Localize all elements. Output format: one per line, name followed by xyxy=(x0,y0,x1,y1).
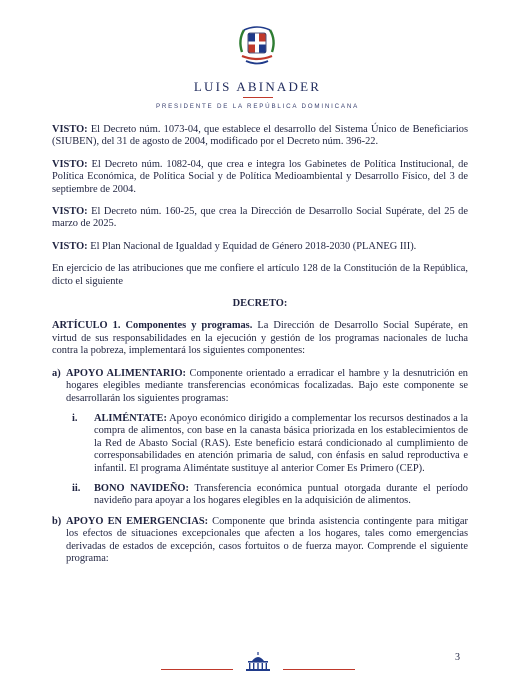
component-item: a) APOYO ALIMENTARIO: Componente orientado a erradicar el hambre y la desnutrición en hogares elegibles mediante transferencias económicas focalizadas. Bajo este componente se desarrollarán los siguientes programas: xyxy=(52,367,469,404)
page-number: 3 xyxy=(455,652,460,663)
visto-paragraph: VISTO: El Decreto núm. 160-25, que crea la Dirección de Desarrollo Social Supérate, del 25 de marzo de 2025. xyxy=(52,206,468,230)
coat-of-arms-icon xyxy=(234,22,280,68)
article-1: ARTÍCULO 1. Componentes y programas. La Dirección de Desarrollo Social Supérate, en virtud de sus responsabilidades en la ejecución y gestión de los programas nacionales de lucha contra la pobreza, implementará los siguientes componentes: xyxy=(52,320,469,357)
visto-paragraph: VISTO: El Decreto núm. 1082-04, que crea e integra los Gabinetes de Política Institucional, de Política Económica, de Política Social y de Política Medioambiental y Desarrollo Físico, del 3 de septiembre de 2004. xyxy=(52,158,468,195)
program-item: ii. BONO NAVIDEÑO: Transferencia económica puntual otorgada durante el período navideño para apoyar a los hogares elegibles en la adquisición de alimentos. xyxy=(72,482,468,507)
palace-icon xyxy=(244,652,272,672)
document-body xyxy=(52,124,468,573)
president-name: LUIS ABINADER xyxy=(193,79,322,94)
president-title: PRESIDENTE DE LA REPÚBLICA DOMINICANA xyxy=(155,103,360,110)
header-divider xyxy=(243,97,273,98)
letterhead xyxy=(0,0,515,125)
footer-rule-left xyxy=(161,669,233,670)
footer-rule-right xyxy=(283,669,355,670)
visto-paragraph: VISTO: El Plan Nacional de Igualdad y Equidad de Género 2018-2030 (PLANEG III). xyxy=(52,240,417,252)
decreto-heading: DECRETO: xyxy=(232,298,288,310)
component-item: b) APOYO EN EMERGENCIAS: Componente que brinda asistencia contingente para mitigar los efectos de situaciones excepcionales que afecten a los hogares, tales como emergencias derivadas de estados de excepción, casos fortuitos o de fuerza mayor. Comprende el siguiente programa: xyxy=(52,515,468,564)
ejercicio-paragraph: En ejercicio de las atribuciones que me confiere el artículo 128 de la Constitución de la República, dicto el siguiente xyxy=(52,263,468,287)
visto-paragraph: VISTO: El Decreto núm. 1073-04, que establece el desarrollo del Sistema Único de Beneficiarios (SIUBEN), del 31 de agosto de 2004, modificado por el Decreto núm. 396-22. xyxy=(52,124,468,148)
program-item: i. ALIMÉNTATE: Apoyo económico dirigido a complementar los recursos destinados a la compra de alimentos, con base en la canasta básica priorizada en los establecimientos de la Red de Abasto Social (RAS). Este beneficio estará condicionado al cumplimiento de corresponsabilidades en atención primaria de salud, con énfasis en salud reproductiva e infantil. El programa Aliméntate sustituye al anterior Comer Es Primero (CEP). xyxy=(72,412,468,474)
